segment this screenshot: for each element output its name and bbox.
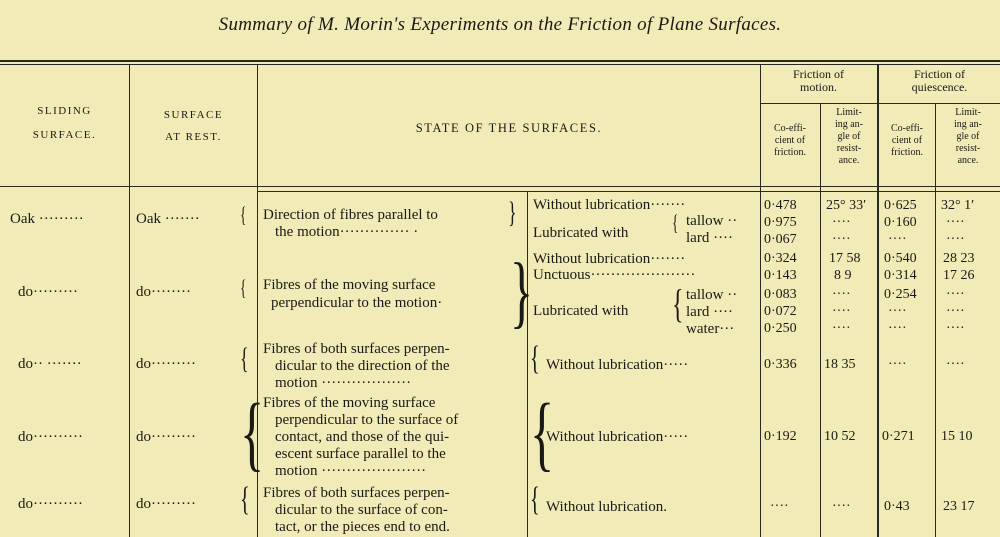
header-motion-1: Friction of — [793, 67, 844, 81]
row1-sub2-opt1: tallow ·· — [686, 213, 738, 229]
row2-sub3-opt1: tallow ·· — [686, 287, 738, 303]
row1-cq1: 0·625 — [884, 198, 917, 213]
row1-a2: ···· — [832, 215, 851, 230]
row5-desc-2: dicular to the surface of con- — [275, 502, 448, 518]
row4-label-brace: { — [530, 387, 555, 480]
row1-desc-1: Direction of fibres parallel to — [263, 207, 438, 223]
row3-cq: ···· — [888, 357, 907, 372]
row1-c3: 0·067 — [764, 232, 797, 247]
row3-desc-3: motion ·················· — [275, 375, 412, 391]
row4-label: Without lubrication····· — [546, 429, 689, 445]
row3-label: Without lubrication····· — [546, 357, 689, 373]
row2-cq2: 0·314 — [884, 268, 917, 283]
row2-a5: ···· — [832, 321, 851, 336]
row2-rest-brace: { — [240, 275, 247, 300]
row4-rest: do········· — [136, 429, 196, 445]
header-angle-2: ing an- — [834, 119, 864, 130]
row3-aq: ···· — [946, 357, 965, 372]
row2-aq3: ···· — [946, 287, 965, 302]
row5-sliding: do·········· — [18, 496, 83, 512]
row2-sub3-opt3: water··· — [686, 321, 735, 337]
row2-c4: 0·072 — [764, 304, 797, 319]
header-quiescence-1: Friction of — [914, 67, 965, 81]
header-motion-2: motion. — [799, 80, 837, 94]
row1-rest-brace: { — [240, 202, 247, 227]
header-angle-3: gle of — [837, 131, 861, 142]
row2-rest: do········ — [136, 284, 191, 300]
col-rule-4 — [820, 103, 821, 537]
row2-sub2-label: Unctuous····················· — [533, 267, 696, 283]
header-bottom-rule-2 — [258, 191, 1000, 192]
row2-cq3: 0·254 — [884, 287, 917, 302]
row4-desc-3: contact, and those of the qui- — [275, 429, 450, 445]
row1-aq2: ···· — [946, 215, 965, 230]
header-coeff-1: Co-effi- — [773, 123, 807, 134]
col-rule-3 — [760, 64, 761, 537]
row3-sliding: do·· ······· — [18, 356, 82, 372]
row1-a3: ···· — [832, 232, 851, 247]
row2-lub-brace: { — [672, 281, 684, 326]
header-angle-q-5: ance. — [957, 155, 979, 166]
header-coeff-q-2: cient of — [891, 135, 923, 146]
row4-desc-5: motion ····················· — [275, 463, 427, 479]
row3-desc-2: dicular to the direction of the — [275, 358, 450, 374]
row1-c2: 0·975 — [764, 215, 797, 230]
row2-a2: 8 9 — [834, 268, 852, 283]
header-coeff-2: cient of — [774, 135, 806, 146]
row3-a: 18 35 — [824, 357, 856, 372]
row2-desc-brace: } — [510, 248, 534, 336]
header-angle-q-2: ing an- — [953, 119, 983, 130]
header-angle-q-4: resist- — [955, 143, 981, 154]
header-bottom-rule — [0, 186, 1000, 187]
col-rule-5 — [877, 64, 879, 537]
row2-c1: 0·324 — [764, 251, 797, 266]
row2-c5: 0·250 — [764, 321, 797, 336]
header-angle-q-1: Limit- — [955, 107, 981, 118]
row5-label-brace: { — [530, 481, 540, 518]
header-sliding-1: SLIDING — [37, 105, 92, 117]
header-angle-4: resist- — [836, 143, 862, 154]
header-coeff-3: friction. — [774, 147, 806, 158]
subheader-rule-motion — [760, 103, 1000, 104]
header-rest-2: AT REST. — [165, 131, 222, 143]
header-state: STATE OF THE SURFACES. — [415, 121, 603, 135]
header-angle-5: ance. — [838, 155, 860, 166]
row1-sub1-label: Without lubrication······· — [533, 197, 686, 213]
header-rest-1: SURFACE — [163, 109, 224, 121]
row2-a1: 17 58 — [829, 251, 861, 266]
row2-a4: ···· — [832, 304, 851, 319]
row2-cq1: 0·540 — [884, 251, 917, 266]
row2-aq2: 17 26 — [943, 268, 975, 283]
row4-desc-2: perpendicular to the surface of — [275, 412, 459, 428]
header-angle-1: Limit- — [836, 107, 862, 118]
col-rule-state — [527, 192, 528, 537]
row3-rest-brace: { — [240, 342, 249, 375]
row2-sub1-label: Without lubrication······· — [533, 251, 686, 267]
row5-cq: 0·43 — [884, 499, 910, 514]
row5-aq: 23 17 — [943, 499, 975, 514]
row2-aq4: ···· — [946, 304, 965, 319]
row1-sliding: Oak ········· — [10, 211, 84, 227]
row1-lub-brace: { — [672, 210, 679, 235]
row2-desc-2: perpendicular to the motion· — [271, 295, 443, 311]
header-coeff-q-3: friction. — [891, 147, 923, 158]
row1-c1: 0·478 — [764, 198, 797, 213]
row4-a: 10 52 — [824, 429, 856, 444]
table-top-rule-thin — [0, 64, 1000, 65]
row1-cq2: 0·160 — [884, 215, 917, 230]
row5-a: ···· — [832, 499, 851, 514]
row2-a3: ···· — [832, 287, 851, 302]
row2-c3: 0·083 — [764, 287, 797, 302]
row5-c: ···· — [770, 499, 789, 514]
row1-a1: 25° 33′ — [826, 198, 867, 213]
row1-desc-2: the motion·············· · — [275, 224, 419, 240]
row1-rest: Oak ······· — [136, 211, 200, 227]
row1-cq3: ···· — [888, 232, 907, 247]
col-rule-6 — [935, 103, 936, 537]
row2-sliding: do········· — [18, 284, 78, 300]
row2-aq1: 28 23 — [943, 251, 975, 266]
page-title: Summary of M. Morin's Experiments on the Friction of Plane Surfaces. — [218, 14, 782, 35]
header-sliding-2: SURFACE. — [32, 129, 97, 141]
row2-desc-1: Fibres of the moving surface — [263, 277, 436, 293]
row3-desc-1: Fibres of both surfaces perpen- — [263, 341, 450, 357]
row2-cq4: ···· — [888, 304, 907, 319]
header-coeff-q-1: Co-effi- — [890, 123, 924, 134]
row5-rest: do········· — [136, 496, 196, 512]
row5-label: Without lubrication. — [546, 499, 668, 515]
row2-c2: 0·143 — [764, 268, 797, 283]
row4-cq: 0·271 — [882, 429, 915, 444]
row1-sub2-label: Lubricated with — [533, 225, 629, 241]
row5-desc-1: Fibres of both surfaces perpen- — [263, 485, 450, 501]
row5-desc-3: tact, or the pieces end to end. — [275, 519, 450, 535]
row5-rest-brace: { — [240, 481, 250, 518]
row4-desc-4: escent surface parallel to the — [275, 446, 446, 462]
row1-aq1: 32° 1′ — [941, 198, 975, 213]
row3-label-brace: { — [530, 340, 540, 377]
row3-c: 0·336 — [764, 357, 797, 372]
row3-rest: do········· — [136, 356, 196, 372]
row2-sub3-opt2: lard ···· — [686, 304, 734, 320]
row2-sub3-label: Lubricated with — [533, 303, 629, 319]
row4-sliding: do·········· — [18, 429, 83, 445]
row4-rest-brace: { — [240, 387, 265, 480]
row4-aq: 15 10 — [941, 429, 973, 444]
row2-cq5: ···· — [888, 321, 907, 336]
row4-desc-1: Fibres of the moving surface — [263, 395, 436, 411]
row4-c: 0·192 — [764, 429, 797, 444]
header-angle-q-3: gle of — [956, 131, 980, 142]
row1-sub2-opt2: lard ···· — [686, 230, 734, 246]
table-top-rule — [0, 60, 1000, 62]
header-quiescence-2: quiescence. — [911, 80, 968, 94]
row1-aq3: ···· — [946, 232, 965, 247]
row2-aq5: ···· — [946, 321, 965, 336]
row1-desc-brace: } — [508, 196, 517, 229]
